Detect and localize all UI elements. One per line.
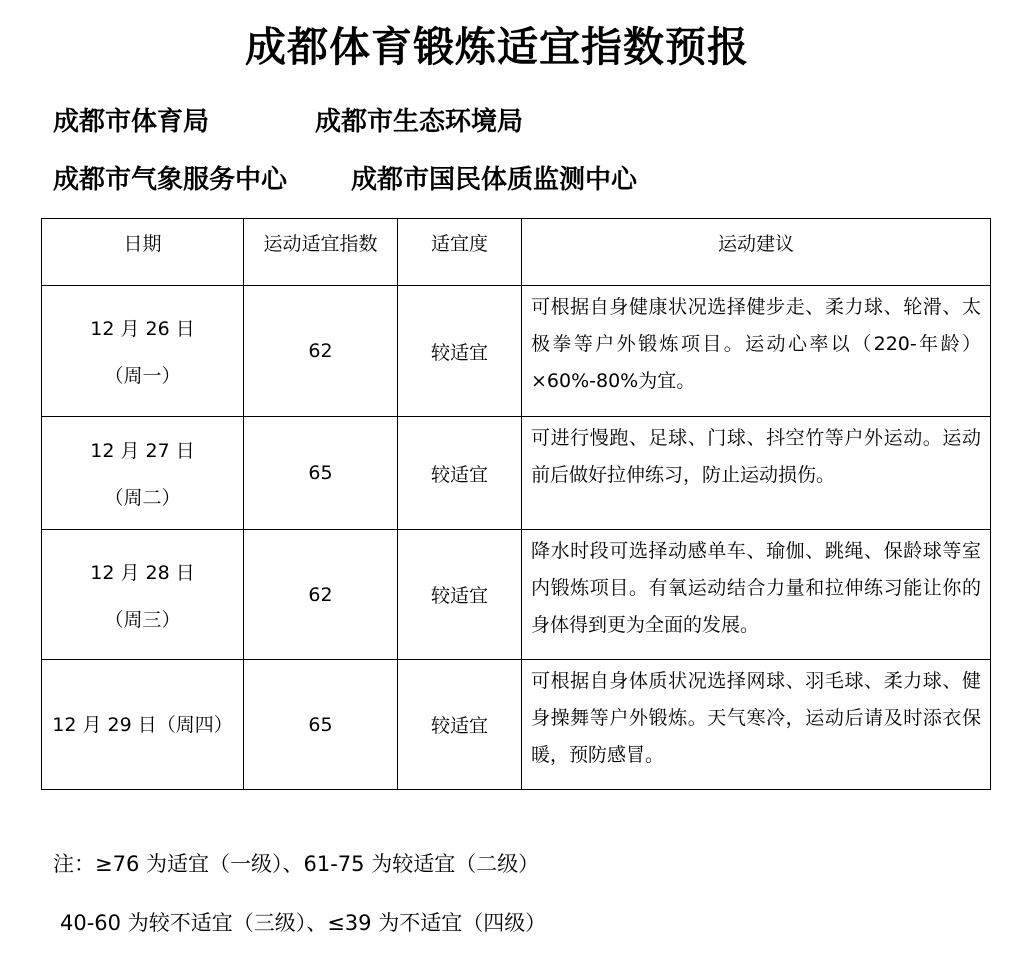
header-advice: 运动建议 <box>522 219 991 286</box>
header-level: 适宜度 <box>398 219 522 286</box>
table-row <box>42 530 991 660</box>
date-text: 12 月 26 日 <box>90 318 195 340</box>
advice-cell: 可根据自身体质状况选择网球、羽毛球、柔力球、健身操舞等户外锻炼。天气寒冷，运动后请及时添衣保暖，预防感冒。 <box>522 660 991 790</box>
table-row <box>42 660 991 790</box>
level-cell: 较适宜 <box>398 286 522 417</box>
org-weather-center: 成都市气象服务中心 <box>53 165 288 195</box>
table-header-row <box>42 219 991 286</box>
note-line-1: 注：≥76 为适宜（一级）、61-75 为较适宜（二级） <box>53 852 540 876</box>
level-cell: 较适宜 <box>398 530 522 660</box>
date-text: 12 月 29 日（周四） <box>52 713 233 736</box>
weekday-text: （周二） <box>104 487 181 509</box>
index-cell: 65 <box>244 660 398 790</box>
index-cell: 62 <box>244 530 398 660</box>
advice-cell: 可进行慢跑、足球、门球、抖空竹等户外运动。运动前后做好拉伸练习，防止运动损伤。 <box>522 417 991 530</box>
header-date: 日期 <box>42 219 244 286</box>
org-sports-bureau: 成都市体育局 <box>53 107 210 137</box>
advice-cell: 可根据自身健康状况选择健步走、柔力球、轮滑、太极拳等户外锻炼项目。运动心率以（220-年龄）×60%-80%为宜。 <box>522 286 991 417</box>
org-ecology-bureau: 成都市生态环境局 <box>315 107 524 137</box>
date-cell <box>42 530 244 660</box>
advice-cell: 降水时段可选择动感单车、瑜伽、跳绳、保龄球等室内锻炼项目。有氧运动结合力量和拉伸练习能让你的身体得到更为全面的发展。 <box>522 530 991 660</box>
level-cell: 较适宜 <box>398 417 522 530</box>
date-cell <box>42 286 244 417</box>
note-line-2: 40-60 为较不适宜（三级）、≤39 为不适宜（四级） <box>60 911 547 935</box>
level-cell: 较适宜 <box>398 660 522 790</box>
date-text: 12 月 27 日 <box>90 440 195 462</box>
forecast-table <box>41 218 991 790</box>
date-cell <box>42 417 244 530</box>
date-text: 12 月 28 日 <box>90 561 195 584</box>
weekday-text: （周一） <box>104 365 181 387</box>
table-row <box>42 417 991 530</box>
header-index: 运动适宜指数 <box>244 219 398 286</box>
page-title: 成都体育锻炼适宜指数预报 <box>245 23 749 71</box>
org-fitness-center: 成都市国民体质监测中心 <box>351 165 638 195</box>
table-row <box>42 286 991 417</box>
weekday-text: （周三） <box>104 608 181 631</box>
date-cell <box>42 660 244 790</box>
index-cell: 65 <box>244 417 398 530</box>
index-cell: 62 <box>244 286 398 417</box>
